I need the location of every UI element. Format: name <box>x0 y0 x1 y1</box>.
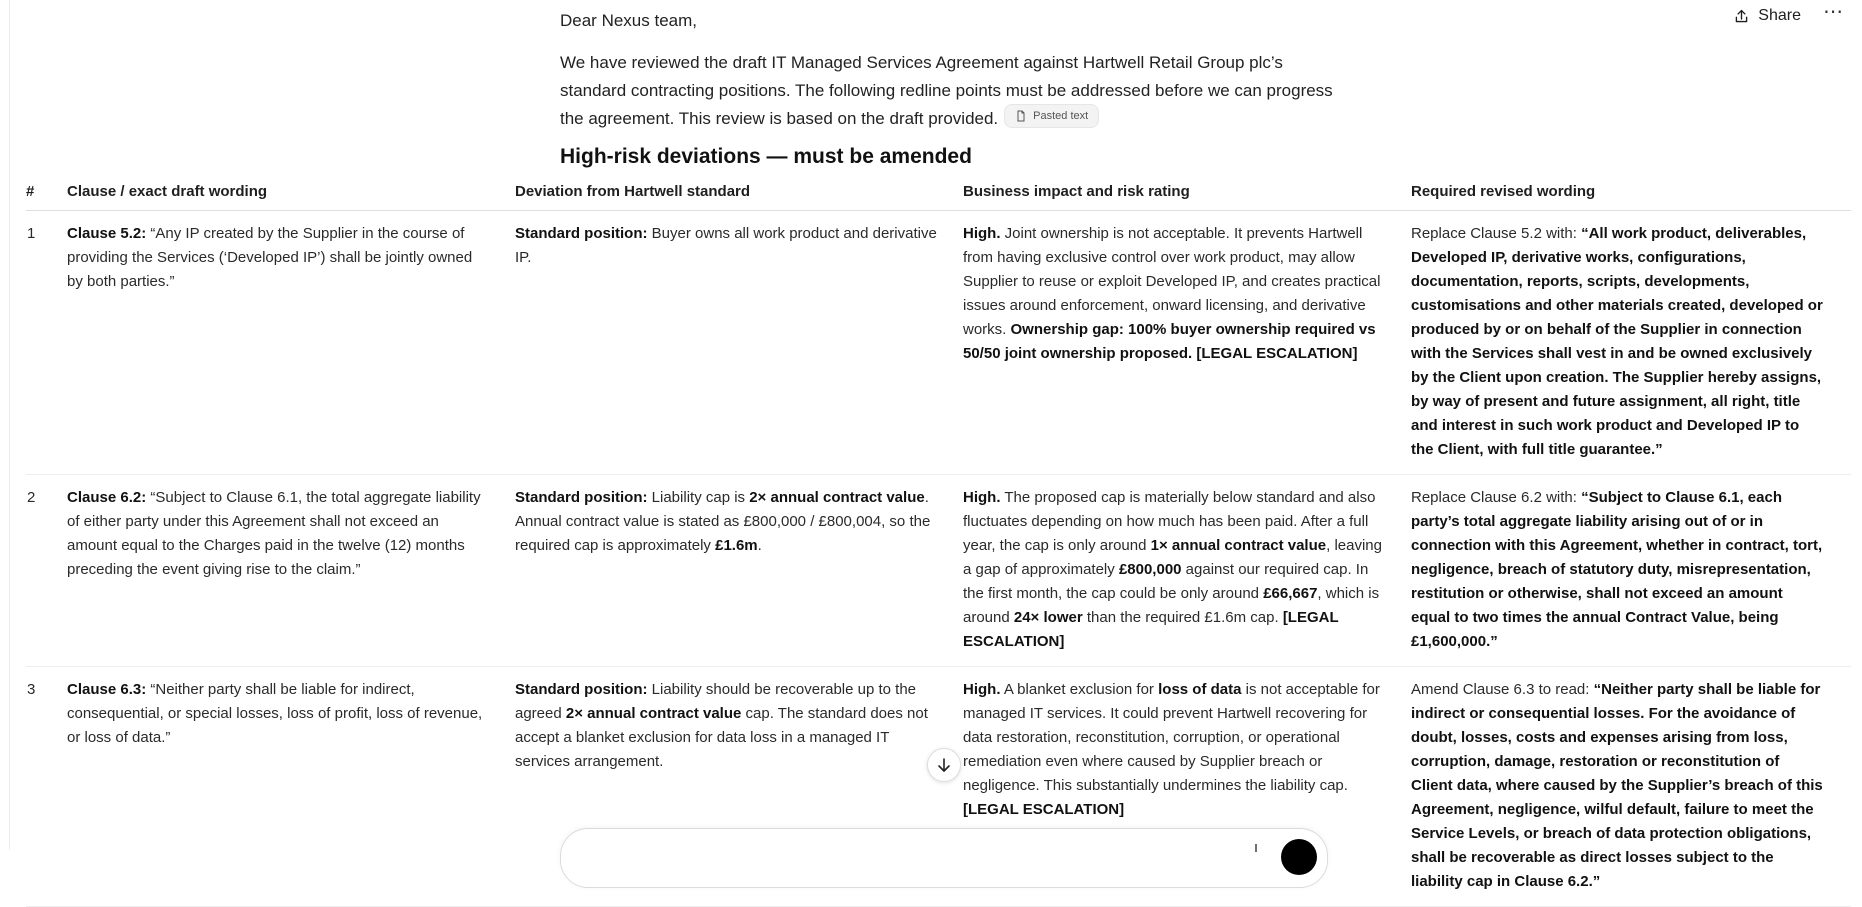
required-wording: “All work product, deliverables, Developed IP, derivative works, configurations, documentation, reports, scripts, developments, customisations and other materials created, developed or produced by or on behalf of the Supplier in connection with the Services shall vest in and be owned exclusively by the Client upon creation. The Supplier hereby assigns, by way of present and future assignment, all right, title and interest in such work product and Developed IP to the Client, with full title guarantee.” <box>1411 225 1823 458</box>
impact-text: Joint ownership is not acceptable. It prevents Hartwell from having exclusive control over work product, may allow Supplier to reuse or exploit Developed IP, and creates practical issues around enforcement, onward licensing, and derivative works. <box>963 225 1381 338</box>
clause-text: “Neither party shall be liable for indirect, consequential, or special losses, loss of profit, loss of revenue, or loss of data.” <box>67 681 483 746</box>
row-number: 1 <box>26 211 67 475</box>
impact-text: The proposed cap is materially below standard and also fluctuates depending on how much has been paid. After a full year, the cap is only around <box>963 489 1376 554</box>
deviation-cell <box>515 211 963 475</box>
more-options-icon[interactable]: ⋯ <box>1823 1 1844 23</box>
deviation-text: Liability cap is <box>647 489 750 506</box>
impact-emphasis: loss of data <box>1158 681 1242 698</box>
impact-cell <box>963 475 1411 667</box>
message-composer <box>560 828 1328 888</box>
impact-emphasis: Ownership gap: 100% buyer ownership required vs 50/50 joint ownership proposed. [LEGAL ESCALATION] <box>963 321 1376 362</box>
attachment-label: Pasted text <box>1033 109 1089 122</box>
impact-text: than the required £1.6m cap. <box>1082 609 1283 626</box>
risk-rating: High. <box>963 681 1001 698</box>
impact-text: against our required cap. In the first month, the cap could be only around <box>963 561 1369 602</box>
impact-text: , which is around <box>963 585 1380 626</box>
impact-emphasis: 1× annual contract value <box>1150 537 1327 554</box>
impact-cell <box>963 211 1411 475</box>
deviation-label: Standard position: <box>515 225 648 242</box>
microphone-icon[interactable] <box>1249 843 1263 857</box>
impact-emphasis: 24× lower <box>1013 609 1083 626</box>
impact-text: A blanket exclusion for <box>1000 681 1159 698</box>
table-row <box>26 211 1851 475</box>
document-icon <box>1015 110 1027 122</box>
deviation-label: Standard position: <box>515 489 648 506</box>
table-header-row <box>26 179 1851 211</box>
section-title: High-risk deviations — must be amended <box>560 145 972 168</box>
intro-paragraph <box>560 49 1340 133</box>
clause-text: “Any IP created by the Supplier in the course of providing the Services (‘Developed IP’) shall be jointly owned by both parties.” <box>67 225 473 290</box>
required-wording-cell <box>1411 667 1851 907</box>
required-prefix: Replace Clause 6.2 with: <box>1411 489 1582 506</box>
clause-label: Clause 6.2: <box>67 489 147 506</box>
deviation-text: . Annual contract value is stated as £800,000 / £800,004, so the required cap is approximately <box>515 489 931 554</box>
share-label: Share <box>1758 7 1801 24</box>
scroll-to-bottom-button[interactable] <box>927 748 961 782</box>
required-wording-cell <box>1411 475 1851 667</box>
header-impact: Business impact and risk rating <box>963 179 1411 211</box>
impact-emphasis: £800,000 <box>1118 561 1182 578</box>
arrow-down-icon <box>936 757 952 773</box>
deviation-text: Buyer owns all work product and derivative IP. <box>515 225 937 266</box>
row-number: 3 <box>26 667 67 907</box>
deviation-text: Liability should be recoverable up to the agreed <box>515 681 917 722</box>
required-wording-cell <box>1411 211 1851 475</box>
required-prefix: Replace Clause 5.2 with: <box>1411 225 1582 242</box>
clause-cell <box>67 667 515 907</box>
deviation-text: cap. The standard does not accept a blanket exclusion for data loss in a managed IT services arrangement. <box>515 705 928 770</box>
pasted-text-attachment[interactable] <box>1004 104 1099 128</box>
table-row <box>26 475 1851 667</box>
header-number: # <box>26 179 67 211</box>
send-button[interactable] <box>1281 839 1317 875</box>
deviation-emphasis: £1.6m <box>715 537 758 554</box>
left-sidebar-edge <box>9 0 10 850</box>
required-wording: “Neither party shall be liable for indirect or consequential losses. For the avoidance of doubt, losses, costs and expenses arising from loss, corruption, damage, restoration or reconstitution of Client data, where caused by the Supplier’s breach of this Agreement, negligence, wilful default, failure to meet the Service Levels, or breach of data protection obligations, shall be recoverable as direct losses subject to the liability cap in Clause 6.2.” <box>1411 681 1823 890</box>
share-button[interactable] <box>1733 7 1801 25</box>
header-deviation: Deviation from Hartwell standard <box>515 179 963 211</box>
clause-cell <box>67 475 515 667</box>
header-clause: Clause / exact draft wording <box>67 179 515 211</box>
intro-text: We have reviewed the draft IT Managed Services Agreement against Hartwell Retail Group plc’s standard contracting positions. The following redline points must be addressed before we can progress the agreement. This review is based on the draft provided. <box>560 53 1333 128</box>
clause-label: Clause 6.3: <box>67 681 147 698</box>
impact-text: , leaving a gap of approximately <box>963 537 1382 578</box>
deviation-text: . <box>757 537 762 554</box>
impact-emphasis: [LEGAL ESCALATION] <box>963 609 1339 650</box>
deviation-emphasis: 2× annual contract value <box>749 489 925 506</box>
message-input[interactable] <box>585 843 1185 861</box>
impact-emphasis: [LEGAL ESCALATION] <box>963 801 1125 818</box>
clause-label: Clause 5.2: <box>67 225 147 242</box>
required-prefix: Amend Clause 6.3 to read: <box>1411 681 1594 698</box>
row-number: 2 <box>26 475 67 667</box>
redline-table <box>26 179 1851 907</box>
deviation-emphasis: 2× annual contract value <box>565 705 742 722</box>
deviation-cell <box>515 475 963 667</box>
clause-text: “Subject to Clause 6.1, the total aggregate liability of either party under this Agreement shall not exceed an amount equal to the Charges paid in the twelve (12) months preceding the event giving rise to the claim.” <box>67 489 481 578</box>
greeting: Dear Nexus team, <box>560 11 697 30</box>
risk-rating: High. <box>963 225 1001 242</box>
required-wording: “Subject to Clause 6.1, each party’s total aggregate liability arising out of or in connection with this Agreement, whether in contract, tort, negligence, breach of statutory duty, misrepresentation, restitution or otherwise, shall not exceed an amount equal to two times the annual Contract Value, being £1,600,000.” <box>1411 489 1823 650</box>
share-icon <box>1733 8 1750 25</box>
top-bar <box>1733 0 1862 30</box>
clause-cell <box>67 211 515 475</box>
header-required-wording: Required revised wording <box>1411 179 1851 211</box>
impact-text: is not acceptable for managed IT services. It could prevent Hartwell recovering for data restoration, reconstitution, corruption, or operational remediation even where caused by Supplier breach or negligence. This substantially undermines the liability cap. <box>963 681 1380 794</box>
risk-rating: High. <box>963 489 1001 506</box>
impact-emphasis: £66,667 <box>1263 585 1318 602</box>
deviation-label: Standard position: <box>515 681 648 698</box>
